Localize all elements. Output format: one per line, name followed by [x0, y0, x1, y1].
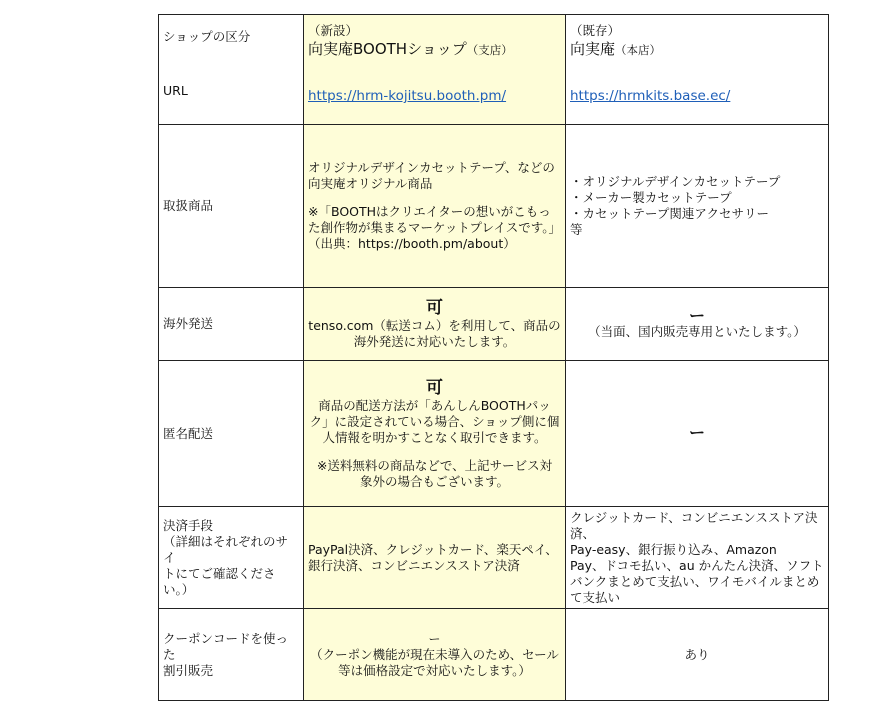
booth-anonymous-note1: ※送料無料の商品などで、上記サービス対: [316, 457, 553, 473]
base-cell-overseas: [566, 288, 829, 361]
booth-cell-shop: [304, 15, 566, 125]
base-shop-suffix: （本店）: [615, 43, 662, 57]
base-payment-line5: て支払い: [570, 589, 621, 605]
booth-shop-name: 向実庵BOOTHショップ: [308, 40, 467, 58]
booth-coupon-line2: 等は価格設定で対応いたします。）: [338, 662, 531, 678]
base-payment-line1: クレジットカード、コンビニエンスストア決済、: [570, 509, 818, 541]
booth-cell-payment: [304, 507, 566, 609]
shop-comparison-table: [158, 14, 829, 701]
booth-url-link[interactable]: https://hrm-kojitsu.booth.pm/: [308, 88, 507, 104]
booth-anonymous-line2: ク」に設定されている場合、ショップ側に個: [309, 413, 560, 429]
label-payment-4: い。）: [163, 581, 195, 597]
base-payment-line3: Pay、ドコモ払い、au かんたん決済、ソフト: [570, 557, 824, 573]
label-overseas: 海外発送: [159, 288, 304, 361]
booth-products-note2: た創作物が集まるマーケットプレイスです。」: [308, 220, 562, 235]
booth-products-note3: （出典：https://booth.pm/about）: [308, 236, 516, 251]
booth-products-line2: 向実庵オリジナル商品: [308, 176, 433, 191]
base-products-list: [570, 174, 824, 222]
booth-anonymous-line3: 人情報を明かすことなく取引できます。: [322, 429, 547, 445]
table-row-coupon: [159, 609, 829, 701]
label-coupon-2: 割引販売: [163, 662, 214, 678]
label-coupon-1: クーポンコードを使った: [163, 630, 289, 662]
label-cell-payment: [159, 507, 304, 609]
list-item: ・メーカー製カセットテープ: [570, 190, 732, 205]
booth-anonymous-line1: 商品の配送方法が「あんしんBOOTHパッ: [318, 397, 551, 413]
label-payment-2: （詳細はそれぞれのサイ: [163, 533, 289, 565]
booth-coupon-mark: ー: [428, 631, 441, 646]
label-payment-3: トにてご確認くださ: [163, 565, 276, 581]
base-cell-shop: [566, 15, 829, 125]
base-cell-payment: [566, 507, 829, 609]
base-url-link[interactable]: https://hrmkits.base.ec/: [570, 88, 731, 104]
table-row-anonymous: [159, 361, 829, 507]
base-shop-name: 向実庵: [570, 40, 616, 58]
booth-products-line1: オリジナルデザインカセットテープ、などの: [308, 160, 555, 175]
booth-payment-line1: PayPal決済、クレジットカード、楽天ペイ、: [308, 541, 558, 557]
label-cell-coupon: [159, 609, 304, 701]
table-row-shop: [159, 15, 829, 125]
booth-products-note1: ※「BOOTHはクリエイターの想いがこもっ: [308, 204, 551, 219]
label-payment-1: 決済手段: [163, 517, 214, 533]
booth-cell-coupon: [304, 609, 566, 701]
base-payment-line2: Pay-easy、銀行振り込み、Amazon: [570, 541, 777, 557]
booth-shop-suffix: （支店）: [466, 43, 513, 57]
table-row-products: [159, 125, 829, 288]
list-item: ・カセットテープ関連アクセサリー: [570, 206, 770, 221]
base-anonymous-mark: ー: [688, 423, 705, 442]
booth-shop-tag: （新設）: [308, 23, 359, 38]
label-shop-type: ショップの区分: [163, 29, 251, 44]
base-cell-anonymous: [566, 361, 829, 507]
booth-cell-overseas: [304, 288, 566, 361]
base-payment-line4: バンクまとめて支払い、ワイモバイルまとめ: [570, 573, 820, 589]
label-cell-shop: [159, 15, 304, 125]
booth-overseas-line2: 海外発送に対応いたします。: [353, 334, 516, 349]
table-row-overseas: [159, 288, 829, 361]
booth-cell-products: [304, 125, 566, 288]
booth-payment-line2: 銀行決済、コンビニエンスストア決済: [308, 557, 520, 573]
base-shop-tag: （既存）: [570, 23, 621, 38]
booth-anonymous-note2: 象外の場合もございます。: [359, 473, 509, 489]
base-coupon-value: あり: [684, 646, 710, 662]
label-url: URL: [163, 83, 188, 98]
base-overseas-mark: ー: [688, 306, 705, 325]
booth-coupon-line1: （クーポン機能が現在未導入のため、セール: [310, 646, 559, 662]
base-products-etc: 等: [570, 222, 583, 237]
booth-cell-anonymous: [304, 361, 566, 507]
label-anonymous: 匿名配送: [159, 361, 304, 507]
booth-overseas-line1: tenso.com（転送コム）を利用して、商品の: [308, 318, 561, 333]
label-products: 取扱商品: [159, 125, 304, 288]
booth-anonymous-mark: 可: [426, 377, 443, 398]
base-cell-products: [566, 125, 829, 288]
base-overseas-note: （当面、国内販売専用といたします。）: [588, 324, 806, 339]
table-row-payment: [159, 507, 829, 609]
list-item: ・オリジナルデザインカセットテープ: [570, 174, 781, 189]
booth-overseas-mark: 可: [426, 298, 443, 318]
base-cell-coupon: [566, 609, 829, 701]
